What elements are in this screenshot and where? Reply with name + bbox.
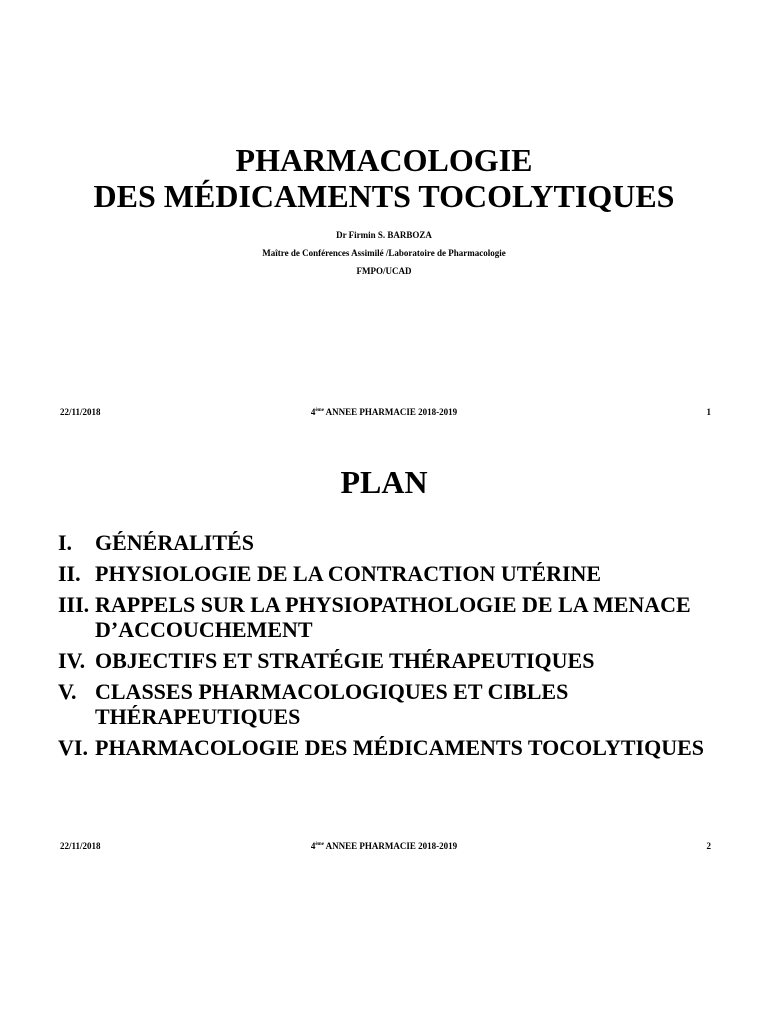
footer-course-superscript: ème [315,408,324,413]
plan-item-text: GÉNÉRALITÉS [95,530,254,555]
plan-item-text: CLASSES PHARMACOLOGIQUES ET CIBLES THÉRAPEUTIQUES [95,679,569,729]
plan-item-text: PHARMACOLOGIE DES MÉDICAMENTS TOCOLYTIQUES [95,735,704,760]
plan-title: PLAN [340,464,428,500]
plan-item [58,679,748,729]
slide2-footer-course [0,840,768,852]
slide2-page-number: 2 [706,841,711,851]
plan-item-text: RAPPELS SUR LA PHYSIOPATHOLOGIE DE LA MENACE D’ACCOUCHEMENT [95,592,691,642]
slide1-title-line-1: PHARMACOLOGIE [235,142,533,178]
author-institution: FMPO/UCAD [356,266,412,276]
plan-list [58,530,748,766]
plan-item-number: II. [58,561,81,586]
author-role: Maître de Conférences Assimilé /Laboratoire de Pharmacologie [262,248,506,258]
slide1-footer-course [0,406,768,418]
footer-course-label: ANNEE PHARMACIE 2018-2019 [323,407,458,417]
footer-course-year: 4 [310,841,316,851]
plan-item [58,561,748,586]
plan-item-number: IV. [58,648,86,673]
footer-course-label: ANNEE PHARMACIE 2018-2019 [323,841,458,851]
footer-course-superscript: ème [315,842,324,847]
plan-item [58,592,748,642]
plan-item-number: V. [58,679,77,704]
plan-item-text: OBJECTIFS ET STRATÉGIE THÉRAPEUTIQUES [95,648,595,673]
plan-item-text: PHYSIOLOGIE DE LA CONTRACTION UTÉRINE [95,561,602,586]
footer-course-year: 4 [310,407,316,417]
slide1-page-number: 1 [706,407,711,417]
plan-item-number: I. [58,530,73,555]
plan-item [58,530,748,555]
author-name: Dr Firmin S. BARBOZA [336,230,432,240]
plan-item [58,648,748,673]
plan-item [58,735,748,760]
slide1-title-line-2: DES MÉDICAMENTS TOCOLYTIQUES [93,178,675,214]
slide1-footer-date: 22/11/2018 [60,407,101,417]
plan-item-number: VI. [58,735,88,760]
plan-item-number: III. [58,592,90,617]
slide2-footer-date: 22/11/2018 [60,841,101,851]
